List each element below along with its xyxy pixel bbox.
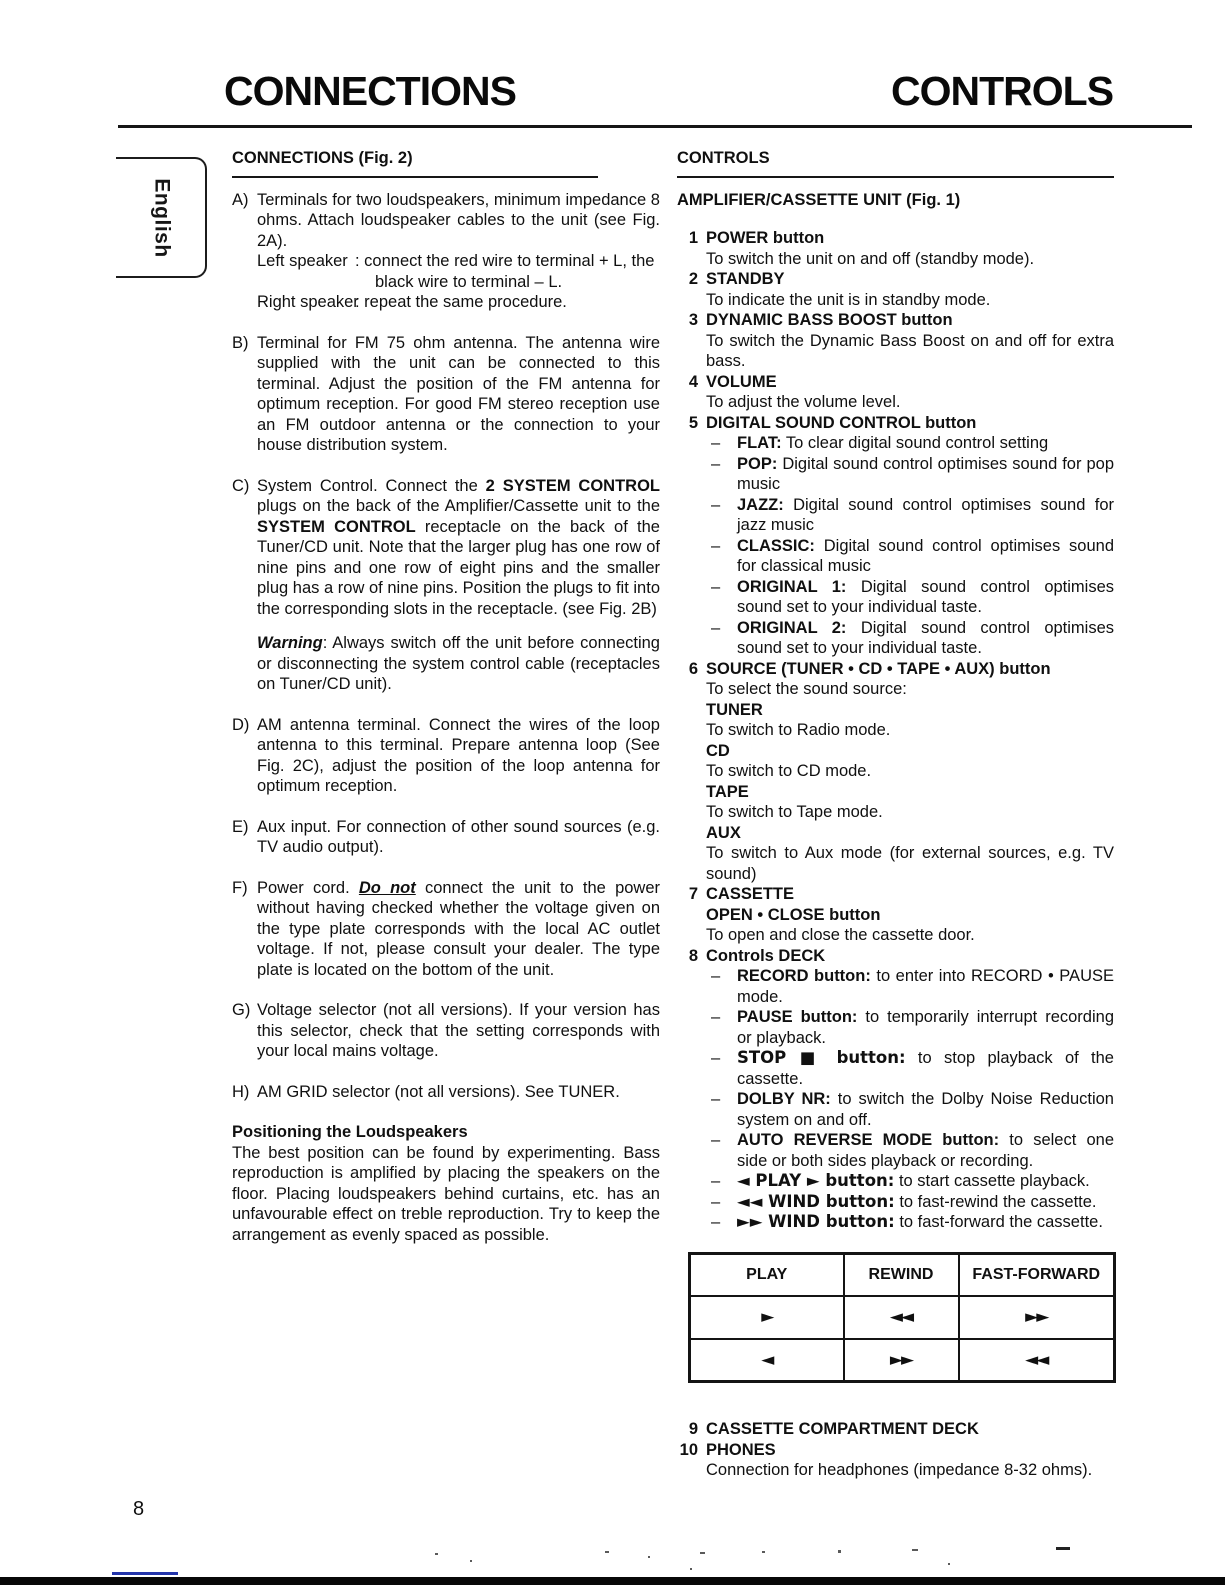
bullet-text [737,618,1114,659]
entry-heading: Controls DECK [706,946,826,965]
connection-item-d [232,715,660,797]
bold-segment: 2 SYSTEM CONTROL [485,476,661,495]
bullet-text [737,1130,1114,1171]
dsc-bullet-classic [706,536,1114,577]
entry-number: 3 [688,311,698,329]
bullet-rest: to fast-rewind the cassette. [894,1192,1097,1211]
dsc-bullet-pop [706,454,1114,495]
speaker-line-left-cont: black wire to terminal – L. [375,272,563,291]
fast-forward-icon: ►► [959,1296,1115,1339]
language-tab [116,157,207,278]
bullet-rest: Digital sound control optimises sound for pop music [737,454,1114,493]
entry-body [706,269,1114,310]
connections-column [232,148,660,1245]
scan-speck [912,1549,918,1551]
controls-column [677,148,1114,1481]
entry-body [706,1419,1114,1440]
bullet-dash: – [711,495,721,514]
connection-item-h [232,1082,660,1103]
play-forward-icon: ► [690,1296,844,1339]
bullet-text [737,1212,1114,1233]
deck-bullet-pause [706,1007,1114,1048]
deck-bullet-dolby [706,1089,1114,1130]
bullet-text [737,536,1114,577]
control-entry-4 [677,372,1114,413]
item-label: D) [232,715,250,734]
deck-bullet-autoreverse [706,1130,1114,1171]
entry-heading: STANDBY [706,270,785,288]
source-mode-desc: To switch to Radio mode. [706,721,891,739]
item-body [257,476,660,695]
table-header-row [690,1253,1115,1296]
bullet-text [737,495,1114,536]
table-header-play: PLAY [690,1253,844,1296]
entry-description: Connection for headphones (impedance 8-32 ohms). [706,1461,1093,1479]
bullet-text [737,433,1114,454]
bullet-dash: – [711,536,721,555]
entry-description: To switch the Dynamic Bass Boost on and off for extra bass. [706,331,1114,370]
entry-body [706,228,1114,269]
scan-blue-line [112,1572,178,1575]
entry-body [706,372,1114,413]
table-header-rewind: REWIND [844,1253,959,1296]
text-segment: System Control. Connect the [257,476,486,495]
amplifier-cassette-subheader: AMPLIFIER/CASSETTE UNIT (Fig. 1) [677,190,961,209]
control-entry-1 [677,228,1114,269]
entry-number: 2 [688,270,698,288]
entry-number: 4 [688,372,698,391]
text-segment: Power cord. [257,878,359,897]
bullet-rest: to temporarily interrupt recording or playback. [737,1008,1114,1047]
bullet-lead: CLASSIC: [737,536,815,555]
bullet-rest: to start cassette playback. [894,1172,1090,1190]
paragraph: AM antenna terminal. Connect the wires of the loop antenna to this terminal. Prepare antenna loop (See Fig. 2C), adjust the position of the loop antenna for optimum reception. [257,715,660,795]
speaker-text: : connect the red wire to terminal + L, the [355,252,655,270]
entry-number: 10 [679,1440,698,1459]
tape-function-table [688,1252,1116,1384]
page-title-controls: CONTROLS [891,68,1114,114]
scan-speck [948,1563,950,1565]
entry-number: 9 [688,1420,698,1438]
scan-speck [470,1560,472,1562]
connection-item-g [232,1000,660,1062]
scan-speck [700,1552,705,1554]
bullet-text [737,1089,1114,1130]
bullet-lead: POP: [737,454,778,473]
bullet-dash: – [711,1213,721,1231]
bullet-text [737,454,1114,495]
text-segment: plugs on the back of the Amplifier/Cassette unit to the [257,497,660,515]
source-mode-name: TAPE [706,782,749,801]
do-not-emphasis: Do not [358,878,416,897]
bullet-dash: – [711,577,721,596]
bullet-lead: PAUSE button: [737,1008,858,1026]
entry-number: 6 [688,659,698,678]
entry-heading: DYNAMIC BASS BOOST button [706,311,953,329]
connection-item-a [232,190,660,313]
language-tab-label: English [149,177,173,258]
bullet-rest: to switch the Dolby Noise Reduction system on and off. [737,1090,1114,1129]
warning-paragraph [257,633,660,695]
item-label: G) [232,1001,251,1019]
entry-heading: CASSETTE COMPARTMENT DECK [706,1420,979,1438]
scan-speck [690,1568,692,1570]
source-mode-desc: To switch to Tape mode. [706,803,883,821]
entry-number: 8 [688,946,698,965]
table-symbol-row [690,1296,1115,1339]
bullet-dash: – [711,618,721,637]
rewind-wind-icon: ◄◄ [959,1339,1115,1382]
item-label: B) [232,333,249,352]
source-mode-name: AUX [706,823,741,842]
bullet-rest: Digital sound control optimises sound for jazz music [737,495,1114,534]
bullet-lead: ◄ PLAY ► button: [737,1171,895,1190]
speaker-label: Left speaker [257,252,348,270]
entry-description: To open and close the cassette door. [706,926,975,944]
page-number: 8 [133,1498,145,1520]
scan-speck [838,1550,841,1553]
entry-body [706,413,1114,659]
control-entry-5 [677,413,1114,659]
entry-subheading: OPEN • CLOSE button [706,905,881,924]
speaker-text: : repeat the same procedure. [355,293,567,311]
entry-heading: PHONES [706,1440,776,1459]
bullet-lead: ◄◄ WIND button: [737,1191,895,1211]
bullet-lead: ►► WIND button: [737,1212,895,1231]
entry-body [706,946,1114,1233]
source-mode-name: CD [706,741,730,760]
bullet-text [737,1192,1114,1213]
control-entry-2 [677,269,1114,310]
control-entry-10 [677,1440,1114,1481]
bullet-dash: – [711,1192,721,1211]
paragraph: AM GRID selector (not all versions). See TUNER. [257,1082,620,1101]
text-segment: receptacle on the back of the Tuner/CD unit. Note that the larger plug has one row of nine pins and one row of eight pins and the smaller plug has a row of nine pins. Position the plugs to fit into the corresponding slots in the receptacle. (see Fig. 2B) [257,517,660,618]
positioning-header: Positioning the Loudspeakers [232,1123,468,1141]
deck-bullet-stop [706,1048,1114,1089]
text-segment: connect the unit to the power without having checked whether the voltage given on the type plate corresponds with the local AC outlet voltage. If not, please consult your dealer. The type plate is located on the bottom of the unit. [257,878,661,979]
warning-text: : Always switch off the unit before connecting or disconnecting the system control cable (receptacles on Tuner/CD unit). [257,634,660,693]
warning-lead: Warning [257,634,323,652]
bullet-dash: – [711,1131,721,1149]
entry-description: To select the sound source: [706,680,907,698]
speaker-line-right [257,292,660,313]
bullet-rest: Digital sound control optimises sound set to your individual taste. [737,577,1115,616]
bullet-dash: – [711,1049,721,1067]
bullet-lead: ORIGINAL 2: [737,618,847,637]
connections-section-header: CONNECTIONS (Fig. 2) [232,148,598,178]
control-entry-8 [677,946,1114,1233]
rewind-icon: ◄◄ [844,1296,959,1339]
positioning-body: The best position can be found by experimenting. Bass reproduction is amplified by placing the speakers on the floor. Placing loudspeakers behind curtains, etc. has an unfavourable effect on treble reproduction. Try to keep the arrangement as evenly spaced as possible. [232,1143,660,1244]
positioning-section [232,1122,660,1245]
paragraph: Voltage selector (not all versions). If your version has this selector, check that the setting corresponds with your local mains voltage. [257,1001,660,1060]
table-header-fastforward: FAST-FORWARD [959,1253,1115,1296]
connection-item-e [232,817,660,858]
entry-heading: CASSETTE [706,885,795,903]
entry-description: To switch the unit on and off (standby mode). [706,249,1035,268]
bullet-lead: ORIGINAL 1: [737,577,847,596]
deck-bullet-fastforward [706,1212,1114,1233]
play-reverse-icon: ◄ [690,1339,844,1382]
item-label: F) [232,878,248,897]
control-entry-3 [677,310,1114,372]
entry-heading: DIGITAL SOUND CONTROL button [706,413,977,432]
deck-bullet-record [706,966,1114,1007]
bullet-text [737,1171,1114,1192]
bullet-dash: – [711,1172,721,1190]
entry-number: 5 [688,413,698,432]
scan-speck [1056,1547,1070,1550]
scan-speck [648,1556,650,1558]
bullet-text [737,966,1114,1007]
deck-bullet-play [706,1171,1114,1192]
control-entry-6 [677,659,1114,885]
connection-item-c [232,476,660,695]
page-title-connections: CONNECTIONS [224,68,516,114]
bullet-rest: to select one side or both sides playback or recording. [737,1131,1114,1170]
item-label: A) [232,190,249,209]
bullet-lead: JAZZ: [737,495,784,514]
dsc-bullet-original1 [706,577,1114,618]
entry-body [706,1440,1114,1481]
entry-heading: SOURCE (TUNER • CD • TAPE • AUX) button [706,659,1051,678]
source-mode-desc: To switch to Aux mode (for external sources, e.g. TV sound) [706,844,1114,883]
bullet-lead: STOP ■ button: [737,1048,906,1067]
scan-speck [435,1553,438,1555]
bullet-dash: – [711,1090,721,1108]
scan-edge-band [0,1577,1225,1585]
item-label: C) [232,476,250,495]
speaker-label: Right speaker [257,293,359,311]
paragraph: Terminal for FM 75 ohm antenna. The antenna wire supplied with the unit can be connected to this terminal. Adjust the position of the FM antenna for optimum reception. For good FM stereo reception use an FM outdoor antenna or the connection to your house distribution system. [257,333,660,454]
connection-item-f [232,878,660,981]
source-mode-desc: To switch to CD mode. [706,762,872,780]
paragraph [257,878,660,981]
speaker-line-left [257,251,660,272]
entry-heading: VOLUME [706,372,777,391]
bullet-lead: AUTO REVERSE MODE button: [737,1131,1000,1149]
bullet-rest: Digital sound control optimises sound for classical music [737,536,1114,575]
bullet-rest: to stop playback of the cassette. [737,1049,1114,1088]
entry-number: 1 [688,229,698,247]
bullet-text [737,1007,1114,1048]
bullet-rest: Digital sound control optimises sound set to your individual taste. [737,618,1115,657]
scan-speck [762,1551,765,1553]
bullet-text [737,577,1114,618]
deck-bullet-rewind [706,1192,1114,1213]
controls-section-header: CONTROLS [677,148,1114,178]
paragraph: Aux input. For connection of other sound sources (e.g. TV audio output). [257,817,660,856]
bullet-rest: to enter into RECORD • PAUSE mode. [737,967,1114,1006]
source-mode-name: TUNER [706,700,763,719]
entry-number: 7 [688,885,698,903]
bullet-rest: To clear digital sound control setting [781,434,1049,452]
item-label: E) [232,817,249,836]
bullet-dash: – [711,1008,721,1026]
bullet-dash: – [711,967,721,985]
bullet-lead: DOLBY NR: [737,1090,831,1108]
entry-heading: POWER button [706,229,825,247]
dsc-bullet-original2 [706,618,1114,659]
bullet-lead: RECORD button: [737,967,871,985]
paragraph [257,476,660,620]
entry-body [706,310,1114,372]
item-body [257,190,660,313]
scan-speck [605,1551,609,1553]
control-entry-7 [677,884,1114,946]
bold-segment: SYSTEM CONTROL [257,517,416,536]
bullet-rest: to fast-forward the cassette. [894,1213,1103,1231]
item-label: H) [232,1082,250,1101]
paragraph: Terminals for two loudspeakers, minimum impedance 8 ohms. Attach loudspeaker cables to the unit (see Fig. 2A). [257,190,660,250]
header-rule [118,125,1192,128]
connection-item-b [232,333,660,456]
bullet-text [737,1048,1114,1089]
dsc-bullet-jazz [706,495,1114,536]
entry-body [706,884,1114,946]
dsc-bullet-flat [706,433,1114,454]
entry-body [706,659,1114,885]
control-entry-9 [677,1419,1114,1440]
bullet-dash: – [711,434,721,452]
entry-description: To indicate the unit is in standby mode. [706,290,991,309]
forward-wind-icon: ►► [844,1339,959,1382]
bullet-dash: – [711,454,721,473]
bullet-lead: FLAT: [737,434,782,452]
entry-description: To adjust the volume level. [706,393,901,411]
table-symbol-row [690,1339,1115,1382]
